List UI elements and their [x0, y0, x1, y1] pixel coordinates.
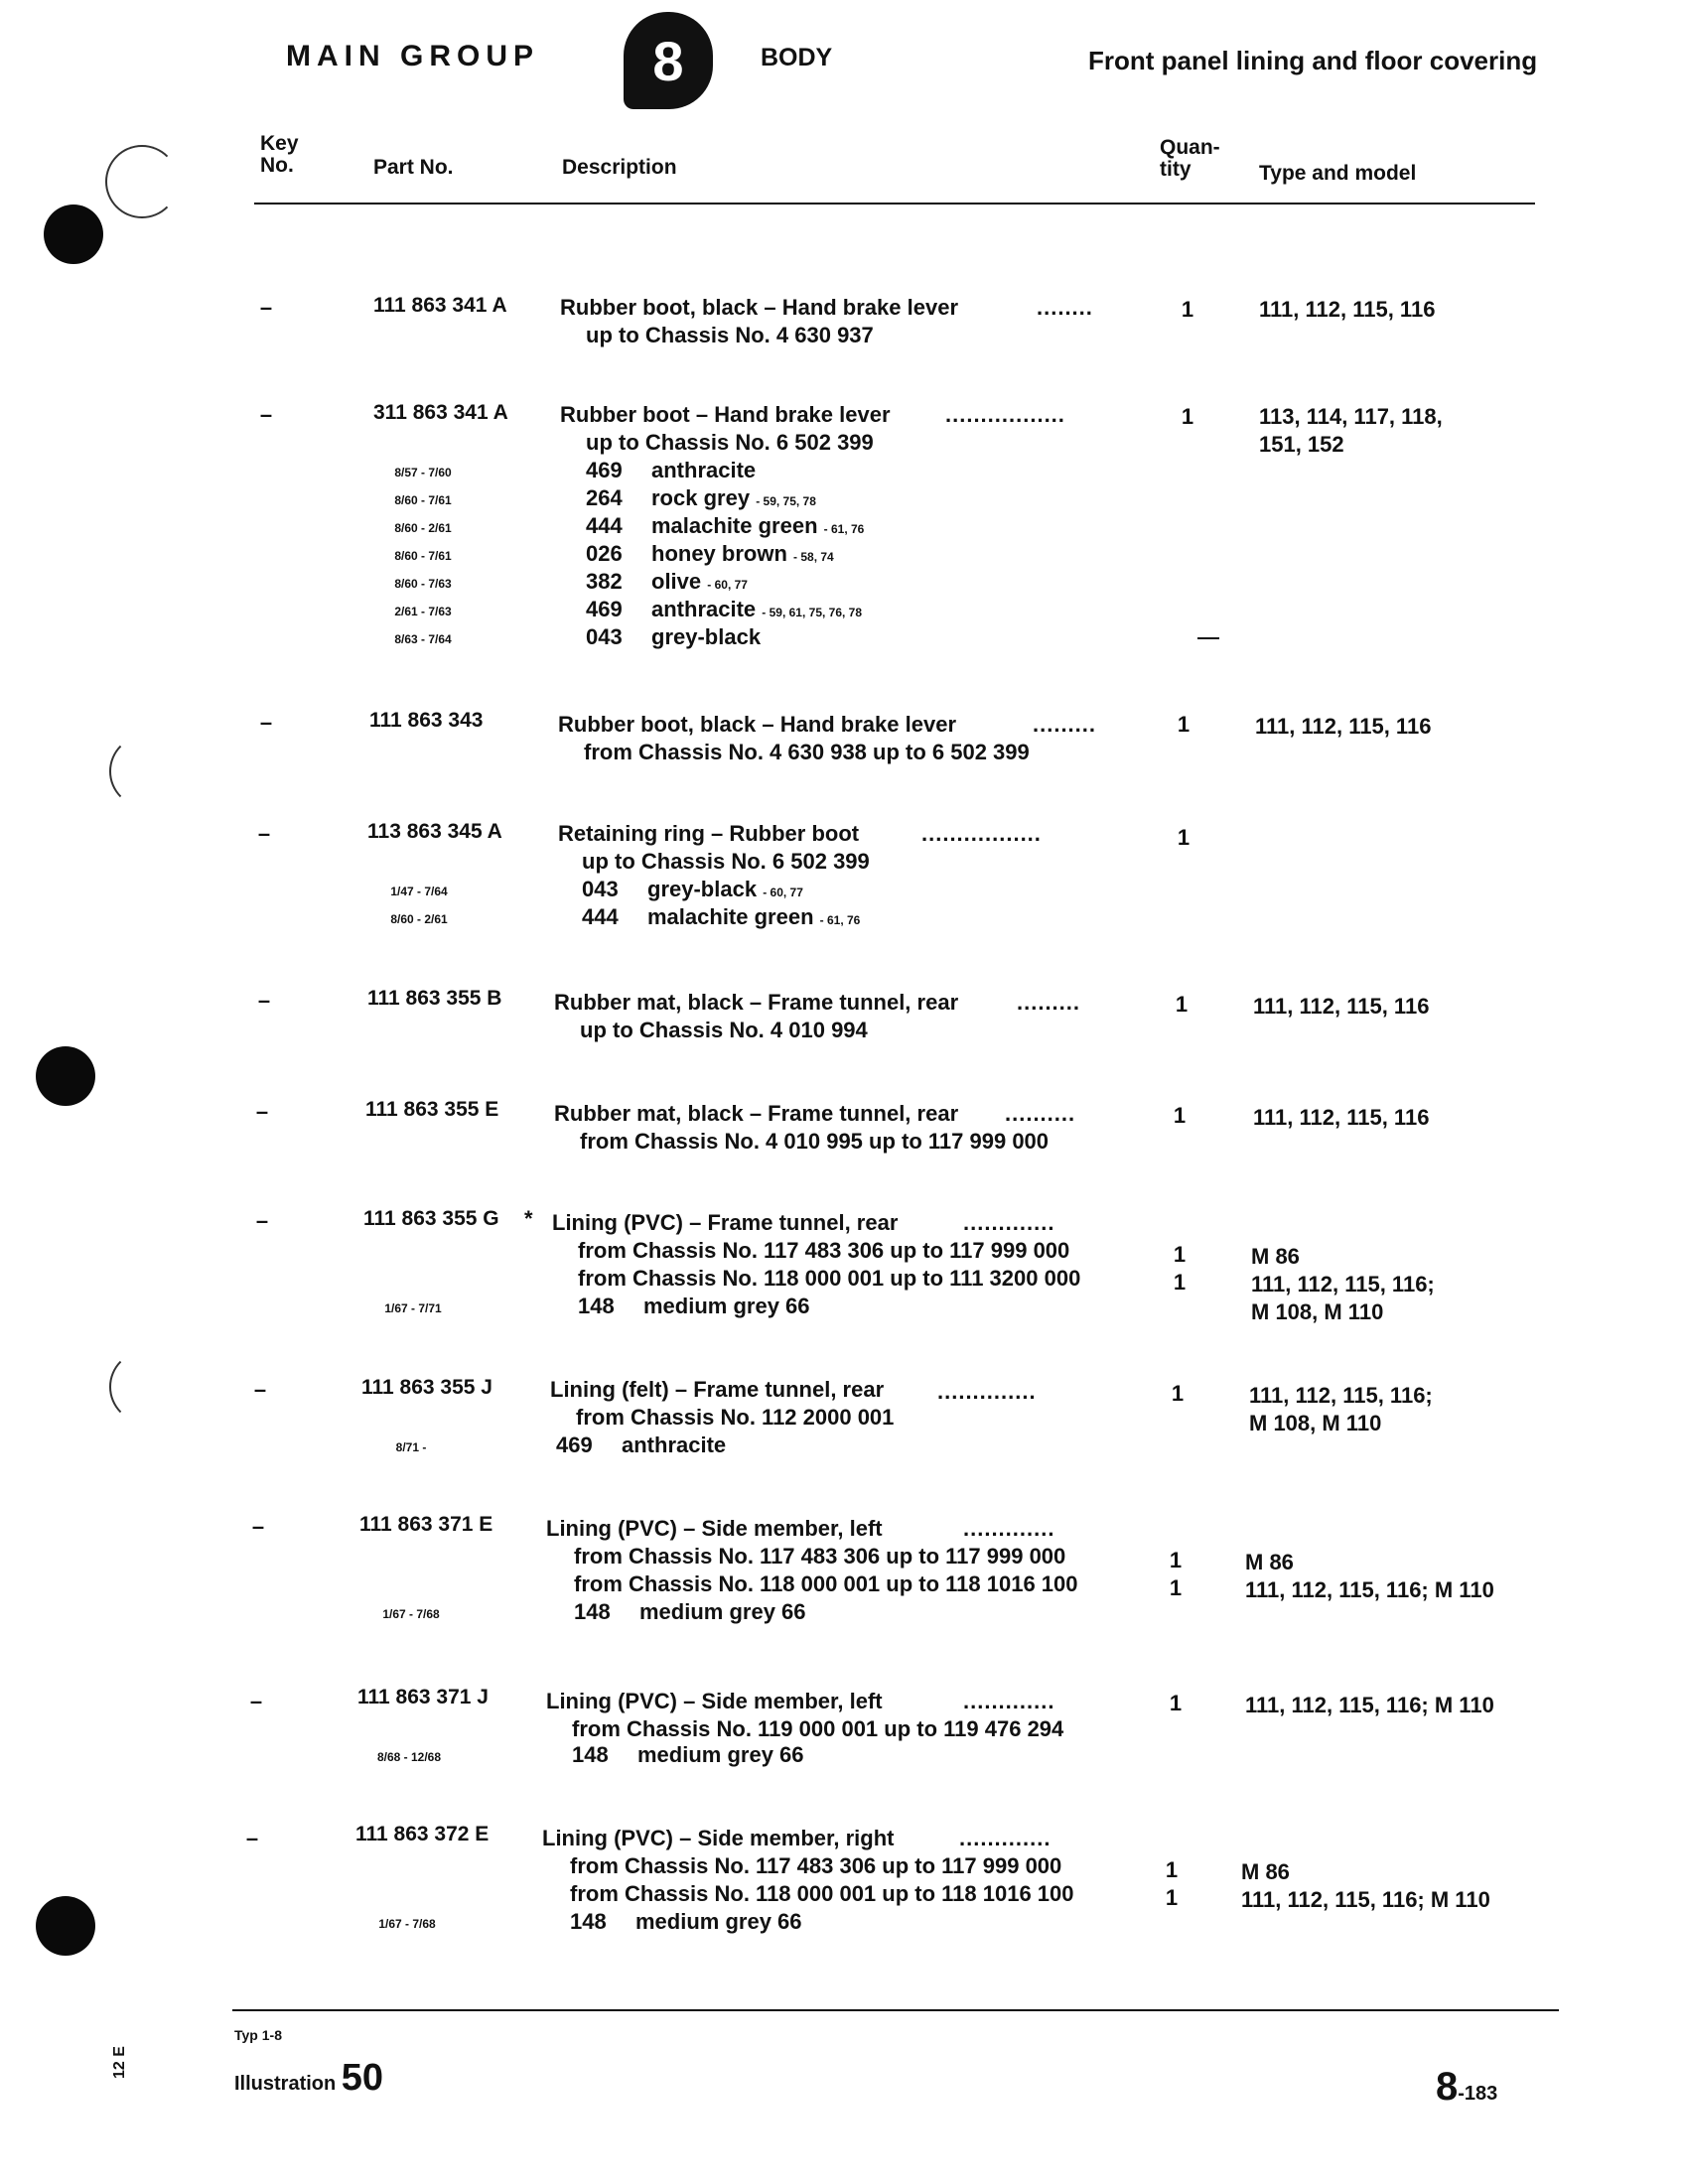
page-sub: -183	[1458, 2083, 1498, 2105]
color-name: anthracite	[622, 1433, 727, 1457]
column-header-quantity: Quan- tity	[1160, 136, 1220, 181]
description: Lining (felt) – Frame tunnel, rear	[550, 1377, 885, 1402]
part-no: 111 863 341 A	[373, 294, 507, 317]
description: Rubber mat, black – Frame tunnel, rear	[554, 990, 959, 1015]
section-title: Front panel lining and floor covering	[1088, 46, 1538, 75]
color-name: medium grey 66	[639, 1599, 806, 1624]
color-note: - 60, 77	[707, 578, 748, 592]
key-no: –	[255, 1208, 269, 1233]
quantity: 1	[1181, 404, 1194, 429]
type-model: 113, 114, 117, 118,	[1259, 404, 1443, 429]
chassis-range: from Chassis No. 117 483 306 up to 117 999 000	[574, 1544, 1066, 1569]
binder-hole	[36, 1896, 95, 1956]
color-code: 382	[586, 569, 623, 594]
description: Lining (PVC) – Side member, left	[546, 1516, 883, 1541]
color-name: grey-black	[647, 877, 758, 901]
description: Retaining ring – Rubber boot	[558, 821, 860, 846]
part-no: 111 863 355 E	[365, 1098, 499, 1121]
quantity: 1	[1173, 1242, 1187, 1267]
color-code: 043	[586, 624, 623, 649]
type-reference: Typ 1-8	[234, 2027, 282, 2043]
part-no: 111 863 371 J	[357, 1686, 489, 1708]
color-item	[586, 512, 864, 543]
part-no: 111 863 355 J	[361, 1376, 492, 1399]
footer-rule	[232, 2009, 1559, 2011]
type-model: M 86	[1245, 1550, 1294, 1574]
color-item	[586, 457, 756, 484]
key-no: –	[259, 710, 273, 735]
date-range: 1/67 - 7/68	[382, 1607, 440, 1621]
leader-dots: ........	[1037, 295, 1093, 320]
quantity: 1	[1169, 1548, 1183, 1572]
part-no: 113 863 345 A	[367, 820, 502, 843]
color-code: 148	[574, 1599, 611, 1624]
dash-mark	[1197, 637, 1219, 639]
color-note: - 61, 76	[823, 522, 865, 536]
quantity: 1	[1173, 1103, 1187, 1128]
leader-dots: .................	[921, 821, 1042, 846]
color-name: anthracite	[651, 458, 757, 482]
date-range: 1/67 - 7/71	[384, 1301, 442, 1315]
leader-dots: .................	[945, 402, 1065, 427]
type-model-continued: M 108, M 110	[1251, 1299, 1384, 1324]
color-note: - 58, 74	[793, 550, 834, 564]
group-number-badge: 8	[624, 12, 713, 109]
color-code: 469	[586, 597, 623, 621]
illustration-reference	[234, 2057, 383, 2100]
color-code: 026	[586, 541, 623, 566]
chassis-range: from Chassis No. 4 630 938 up to 6 502 399	[584, 740, 1030, 764]
quantity: 1	[1169, 1575, 1183, 1600]
color-item	[586, 623, 761, 651]
leader-dots: ..........	[1005, 1101, 1076, 1126]
type-model: 111, 112, 115, 116	[1259, 297, 1436, 322]
date-range: 8/60 - 7/61	[394, 493, 452, 507]
group-name: BODY	[761, 44, 833, 71]
type-model-continued: 151, 152	[1259, 432, 1344, 457]
quantity: 1	[1173, 1270, 1187, 1295]
part-no: 111 863 371 E	[359, 1513, 493, 1536]
quantity: 1	[1171, 1381, 1185, 1406]
date-range: 1/67 - 7/68	[378, 1917, 436, 1931]
key-no: –	[249, 1689, 263, 1713]
page-main: 8	[1436, 2065, 1459, 2109]
new-part-marker: *	[524, 1206, 533, 1231]
color-item	[586, 484, 816, 515]
chassis-range: from Chassis No. 112 2000 001	[576, 1405, 895, 1430]
color-name: anthracite	[651, 597, 757, 621]
key-no: –	[257, 988, 271, 1013]
quantity: 1	[1165, 1857, 1179, 1882]
key-no: –	[251, 1514, 265, 1539]
description: Rubber boot – Hand brake lever	[560, 402, 891, 427]
color-note: - 59, 61, 75, 76, 78	[762, 606, 863, 619]
part-no: 111 863 372 E	[355, 1823, 490, 1845]
color-item	[556, 1432, 726, 1459]
color-item	[572, 1741, 804, 1769]
date-range: 8/60 - 2/61	[390, 912, 448, 926]
chassis-range: up to Chassis No. 6 502 399	[582, 849, 870, 874]
chassis-range: from Chassis No. 118 000 001 up to 118 1016 100	[570, 1881, 1074, 1906]
main-group-title: MAIN GROUP	[286, 40, 539, 72]
quantity: 1	[1169, 1691, 1183, 1715]
header-rule	[254, 203, 1535, 205]
chassis-range: up to Chassis No. 6 502 399	[586, 430, 874, 455]
leader-dots: .............	[963, 1689, 1055, 1713]
description: Lining (PVC) – Side member, right	[542, 1826, 895, 1850]
color-item	[586, 568, 748, 599]
description: Rubber mat, black – Frame tunnel, rear	[554, 1101, 959, 1126]
illustration-label: Illustration	[234, 2073, 337, 2095]
date-range: 8/60 - 7/63	[394, 577, 452, 591]
date-range: 8/60 - 7/61	[394, 549, 452, 563]
leader-dots: .........	[1033, 712, 1097, 737]
part-no: 111 863 343	[369, 709, 484, 732]
color-code: 469	[586, 458, 623, 482]
date-range: 8/71 -	[395, 1440, 427, 1454]
leader-dots: ..............	[937, 1379, 1037, 1404]
date-range: 8/57 - 7/60	[394, 466, 452, 479]
date-range: 1/47 - 7/64	[390, 885, 448, 898]
color-code: 444	[586, 513, 623, 538]
chassis-range: from Chassis No. 119 000 001 up to 119 476 294	[572, 1716, 1064, 1741]
quantity: 1	[1175, 992, 1189, 1017]
type-model: 111, 112, 115, 116	[1253, 1105, 1430, 1130]
type-model: 111, 112, 115, 116	[1255, 714, 1432, 739]
key-no: –	[255, 1099, 269, 1124]
color-item	[570, 1908, 802, 1936]
quantity: 1	[1177, 712, 1191, 737]
column-header-part-no: Part No.	[373, 156, 454, 179]
date-range: 2/61 - 7/63	[394, 605, 452, 618]
type-model-continued: M 108, M 110	[1249, 1411, 1382, 1435]
chassis-range: from Chassis No. 117 483 306 up to 117 999 000	[570, 1853, 1062, 1878]
type-model: 111, 112, 115, 116; M 110	[1241, 1887, 1490, 1912]
ring-mark	[105, 145, 179, 218]
type-model: 111, 112, 115, 116; M 110	[1245, 1693, 1494, 1717]
key-no: –	[257, 821, 271, 846]
color-code: 043	[582, 877, 619, 901]
chassis-range: from Chassis No. 4 010 995 up to 117 999 000	[580, 1129, 1050, 1154]
color-name: grey-black	[651, 624, 762, 649]
description: Rubber boot, black – Hand brake lever	[558, 712, 957, 737]
binder-hole	[44, 205, 103, 264]
illustration-number: 50	[341, 2057, 384, 2099]
chassis-range: from Chassis No. 118 000 001 up to 118 1016 100	[574, 1571, 1078, 1596]
color-name: medium grey 66	[643, 1294, 810, 1318]
chassis-range: up to Chassis No. 4 630 937	[586, 323, 874, 347]
color-item	[586, 540, 834, 571]
description: Lining (PVC) – Side member, left	[546, 1689, 883, 1713]
type-model: 111, 112, 115, 116;	[1251, 1272, 1435, 1297]
column-header-key-no: Key No.	[260, 132, 299, 177]
part-no: 111 863 355 B	[367, 987, 502, 1010]
color-item	[586, 596, 862, 626]
color-name: malachite green	[647, 904, 814, 929]
date-range: 8/68 - 12/68	[376, 1750, 442, 1764]
column-header-description: Description	[562, 156, 677, 179]
type-model: 111, 112, 115, 116; M 110	[1245, 1577, 1494, 1602]
type-model: 111, 112, 115, 116;	[1249, 1383, 1433, 1408]
color-name: medium grey 66	[637, 1742, 804, 1767]
color-item	[582, 876, 803, 906]
color-name: malachite green	[651, 513, 818, 538]
color-name: olive	[651, 569, 702, 594]
color-code: 148	[570, 1909, 607, 1934]
color-note: - 61, 76	[819, 913, 861, 927]
description: Lining (PVC) – Frame tunnel, rear	[552, 1210, 899, 1235]
key-no: –	[245, 1826, 259, 1850]
type-model: M 86	[1241, 1859, 1290, 1884]
side-code: 12 E	[111, 2046, 128, 2079]
color-code: 148	[578, 1294, 615, 1318]
key-no: –	[253, 1377, 267, 1402]
chassis-range: from Chassis No. 118 000 001 up to 111 3200 000	[578, 1266, 1081, 1291]
part-no: 311 863 341 A	[373, 401, 508, 424]
quantity: 1	[1165, 1885, 1179, 1910]
color-note: - 59, 75, 78	[756, 494, 816, 508]
color-name: medium grey 66	[635, 1909, 802, 1934]
date-range: 8/60 - 2/61	[394, 521, 452, 535]
color-item	[574, 1598, 806, 1626]
leader-dots: .........	[1017, 990, 1081, 1015]
leader-dots: .............	[959, 1826, 1051, 1850]
ring-mark	[109, 1350, 183, 1424]
color-name: honey brown	[651, 541, 787, 566]
color-note: - 60, 77	[763, 886, 803, 899]
color-name: rock grey	[651, 485, 751, 510]
description: Rubber boot, black – Hand brake lever	[560, 295, 959, 320]
type-model: 111, 112, 115, 116	[1253, 994, 1430, 1019]
color-code: 469	[556, 1433, 593, 1457]
date-range: 8/63 - 7/64	[394, 632, 452, 646]
type-model: M 86	[1251, 1244, 1300, 1269]
page-number	[1436, 2065, 1497, 2110]
column-header-type-model: Type and model	[1259, 162, 1417, 185]
binder-hole	[36, 1046, 95, 1106]
chassis-range: from Chassis No. 117 483 306 up to 117 999 000	[578, 1238, 1070, 1263]
quantity: 1	[1177, 825, 1191, 850]
part-no: 111 863 355 G	[363, 1207, 499, 1230]
key-no: –	[259, 402, 273, 427]
ring-mark	[109, 735, 183, 808]
color-item	[578, 1293, 810, 1320]
quantity: 1	[1181, 297, 1194, 322]
key-no: –	[259, 295, 273, 320]
color-code: 148	[572, 1742, 609, 1767]
leader-dots: .............	[963, 1210, 1055, 1235]
chassis-range: up to Chassis No. 4 010 994	[580, 1018, 868, 1042]
color-item	[582, 903, 860, 934]
color-code: 444	[582, 904, 619, 929]
leader-dots: .............	[963, 1516, 1055, 1541]
color-code: 264	[586, 485, 623, 510]
